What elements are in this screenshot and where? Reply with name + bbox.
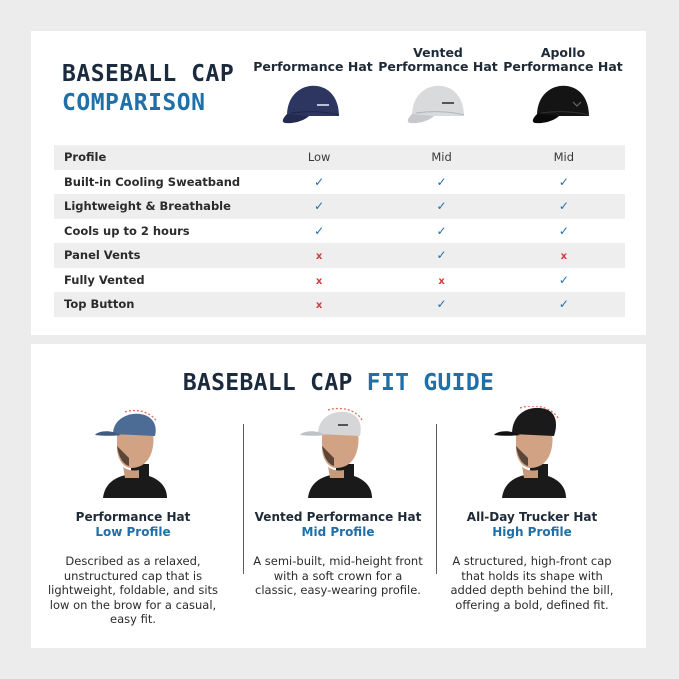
value-cell (380, 243, 502, 268)
hat-column-performance (246, 46, 380, 126)
comparison-table (54, 145, 625, 317)
comparison-row (54, 268, 625, 293)
x-icon: x (315, 300, 323, 312)
feature-value: Mid (553, 150, 575, 165)
check-icon: ✓ (436, 174, 447, 189)
value-cell (503, 268, 625, 293)
feature-label: Fully Vented (64, 272, 145, 287)
value-cell (258, 219, 380, 244)
hat-column-apollo (496, 46, 630, 126)
white-cap-icon (406, 80, 470, 126)
check-icon: ✓ (558, 174, 569, 189)
value-cell (503, 194, 625, 219)
value-cell (503, 292, 625, 317)
feature-label: Top Button (54, 292, 258, 317)
hat-name: Vented Performance Hat (378, 45, 498, 74)
feature-label: Panel Vents (54, 243, 258, 268)
value-cell (258, 292, 380, 317)
check-icon: ✓ (314, 223, 325, 238)
hat-column-vented (371, 46, 505, 126)
feature-label: Built-in Cooling Sweatband (64, 174, 241, 189)
feature-label: Cools up to 2 hours (64, 223, 190, 238)
comparison-title-line1: BASEBALL CAP (62, 61, 235, 87)
fit-profile-label: Mid Profile (301, 525, 375, 539)
person-mid-profile-icon (300, 406, 376, 498)
value-cell (380, 268, 502, 293)
value-cell (380, 194, 502, 219)
feature-label: Lightweight & Breathable (54, 194, 258, 219)
person-high-profile-icon (494, 406, 570, 498)
check-icon: ✓ (558, 199, 569, 214)
check-icon: ✓ (436, 199, 447, 214)
fit-description: A structured, high-front cap that holds its shape with added depth behind the bill, offering a bold, defined fit. (450, 554, 614, 612)
hat-name: Apollo Performance Hat (503, 45, 623, 74)
value-cell (380, 170, 502, 195)
fit-guide-title-blue: FIT GUIDE (366, 370, 495, 396)
check-icon: ✓ (558, 223, 569, 238)
comparison-row (54, 219, 625, 244)
x-icon: x (560, 251, 568, 263)
check-icon: ✓ (436, 223, 447, 238)
fit-profile-label: High Profile (492, 525, 572, 539)
feature-value: Mid (431, 150, 452, 165)
fit-hat-name: All-Day Trucker Hat (466, 510, 598, 524)
person-low-profile-icon (95, 406, 171, 498)
comparison-row (54, 243, 625, 268)
check-icon: ✓ (558, 297, 569, 312)
check-icon: ✓ (436, 297, 447, 312)
fit-column-high-profile (437, 406, 627, 612)
fit-guide-title (31, 370, 646, 396)
value-cell (258, 268, 380, 293)
fit-description: A semi-built, mid-height front with a soft crown for a classic, easy-wearing profile. (253, 554, 423, 597)
comparison-card (31, 31, 646, 335)
value-cell (503, 145, 625, 170)
fit-column-mid-profile (243, 406, 433, 598)
x-icon: x (438, 275, 445, 287)
navy-cap-icon (281, 80, 345, 126)
fit-guide-title-dark: BASEBALL CAP (182, 370, 353, 396)
x-icon: x (315, 275, 323, 287)
value-cell (503, 170, 625, 195)
feature-label: Profile (54, 145, 258, 170)
value-cell (380, 145, 502, 170)
check-icon: ✓ (314, 174, 325, 189)
value-cell (258, 194, 380, 219)
hat-name: Performance Hat (253, 59, 373, 74)
feature-value: Low (307, 150, 331, 165)
value-cell (503, 243, 625, 268)
black-cap-icon (531, 80, 595, 126)
comparison-title-line2: COMPARISON (62, 90, 206, 116)
fit-hat-name: Vented Performance Hat (254, 510, 422, 524)
check-icon: ✓ (314, 199, 325, 214)
comparison-row (54, 292, 625, 317)
value-cell (380, 292, 502, 317)
comparison-title (62, 60, 234, 118)
value-cell (258, 243, 380, 268)
x-icon: x (315, 251, 323, 263)
fit-column-low-profile (38, 406, 228, 627)
fit-hat-name: Performance Hat (75, 510, 191, 524)
check-icon: ✓ (558, 272, 569, 287)
value-cell (258, 145, 380, 170)
check-icon: ✓ (436, 248, 447, 263)
comparison-row (54, 194, 625, 219)
comparison-row (54, 170, 625, 195)
value-cell (503, 219, 625, 244)
fit-description: Described as a relaxed, unstructured cap that is lightweight, foldable, and sits low on the brow for a casual, easy fit. (47, 554, 219, 626)
comparison-row (54, 145, 625, 170)
fit-profile-label: Low Profile (95, 525, 171, 539)
value-cell (258, 170, 380, 195)
fit-guide-card (31, 344, 646, 648)
value-cell (380, 219, 502, 244)
